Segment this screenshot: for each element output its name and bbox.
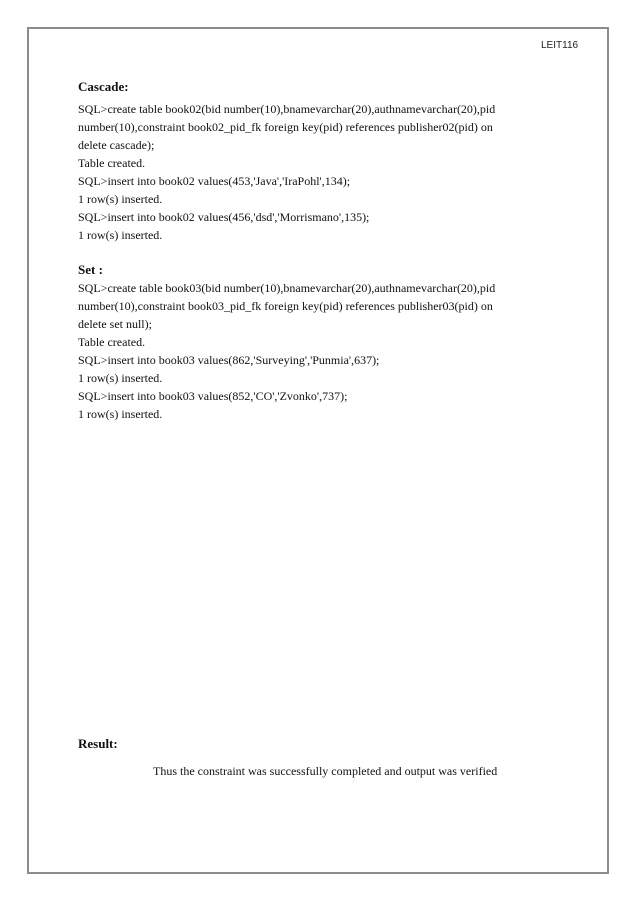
header-code: LEIT116 [541,40,579,51]
cascade-line: Table created. [78,156,146,170]
set-line: 1 row(s) inserted. [78,407,163,421]
set-line: 1 row(s) inserted. [78,371,163,385]
result-text: Thus the constraint was successfully completed and output was verified [153,764,498,778]
set-line: SQL>insert into book03 values(852,'CO','Zvonko',737); [78,389,348,403]
cascade-line: SQL>insert into book02 values(456,'dsd','Morrismano',135); [78,210,370,224]
cascade-line: 1 row(s) inserted. [78,228,163,242]
set-line: Table created. [78,335,146,349]
cascade-line: number(10),constraint book02_pid_fk foreign key(pid) references publisher02(pid) on [78,120,493,134]
cascade-line: delete cascade); [78,138,155,152]
set-line: SQL>create table book03(bid number(10),bnamevarchar(20),authnamevarchar(20),pid [78,281,496,295]
set-line: delete set null); [78,317,152,331]
cascade-line: SQL>create table book02(bid number(10),bnamevarchar(20),authnamevarchar(20),pid [78,102,496,116]
set-heading: Set : [78,262,103,277]
set-line: number(10),constraint book03_pid_fk foreign key(pid) references publisher03(pid) on [78,299,493,313]
cascade-line: 1 row(s) inserted. [78,192,163,206]
cascade-line: SQL>insert into book02 values(453,'Java','IraPohl',134); [78,174,351,188]
result-heading: Result: [78,736,118,751]
cascade-heading: Cascade: [78,79,129,94]
set-line: SQL>insert into book03 values(862,'Surveying','Punmia',637); [78,353,380,367]
